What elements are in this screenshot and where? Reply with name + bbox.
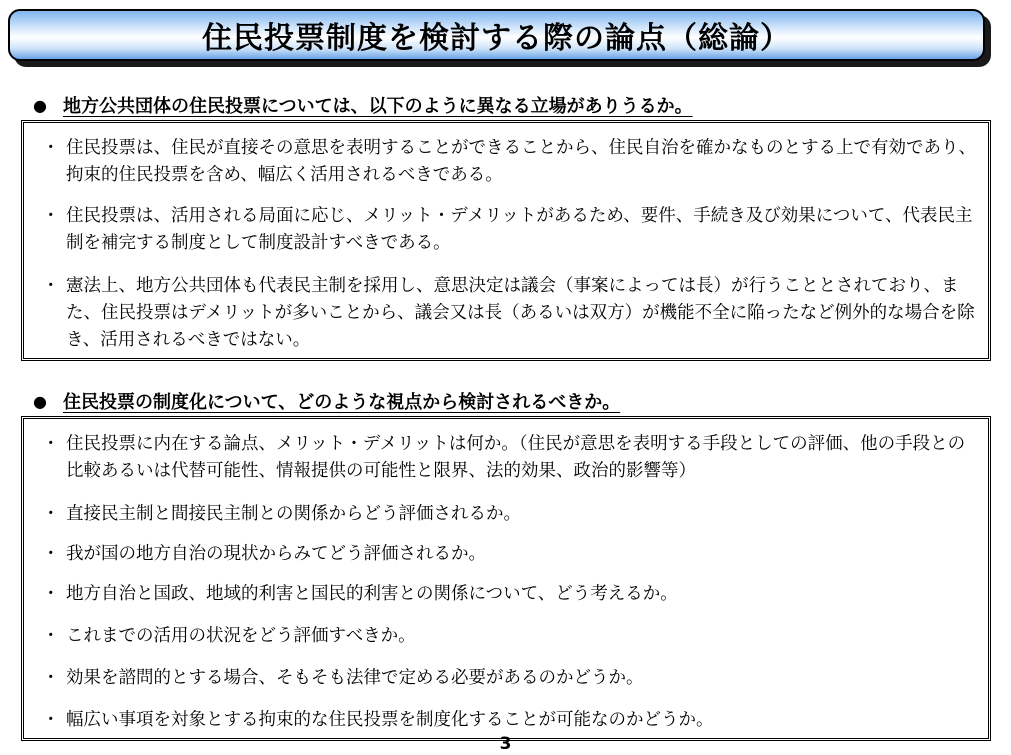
- list-marker: ・: [42, 206, 60, 226]
- section-heading-viewpoints: [33, 388, 620, 414]
- positions-panel: [21, 120, 991, 361]
- list-item: [42, 665, 978, 692]
- list-item-text: これまでの活用の状況をどう評価すべきか。: [66, 626, 416, 646]
- list-item: [42, 431, 978, 485]
- list-item-text: 住民投票は、住民が直接その意思を表明することができることから、住民自治を確かなものとする上で有効であり、拘束的住民投票を含め、幅広く活用されるべきである。: [66, 138, 976, 185]
- list-item: [42, 203, 978, 257]
- list-marker: ・: [42, 710, 60, 730]
- title-banner: [8, 9, 985, 61]
- section-heading-positions: [33, 92, 693, 118]
- list-item-text: 住民投票は、活用される局面に応じ、メリット・デメリットがあるため、要件、手続き及び効果について、代表民主制を補完する制度として制度設計すべきである。: [66, 206, 973, 253]
- heading-bullet-icon: ●: [33, 95, 47, 115]
- list-item-text: 地方自治と国政、地域的利害と国民的利害との関係について、どう考えるか。: [66, 584, 678, 604]
- list-item: [42, 581, 978, 608]
- list-marker: ・: [42, 584, 60, 604]
- list-item: [42, 541, 978, 568]
- list-marker: ・: [42, 544, 60, 564]
- section-heading-text: 住民投票の制度化について、どのような視点から検討されるべきか。: [62, 392, 621, 413]
- list-marker: ・: [42, 626, 60, 646]
- list-marker: ・: [42, 668, 60, 688]
- list-item: [42, 501, 978, 528]
- list-item-text: 幅広い事項を対象とする拘束的な住民投票を制度化することが可能なのかどうか。: [66, 710, 714, 730]
- list-marker: ・: [42, 138, 60, 158]
- list-marker: ・: [42, 434, 60, 454]
- list-item: [42, 135, 978, 189]
- list-item-text: 我が国の地方自治の現状からみてどう評価されるか。: [66, 544, 486, 564]
- section-heading-text: 地方公共団体の住民投票については、以下のように異なる立場がありうるか。: [62, 96, 693, 117]
- list-item-text: 憲法上、地方公共団体も代表民主制を採用し、意思決定は議会（事案によっては長）が行うこととされており、また、住民投票はデメリットが多いことから、議会又は長（あるいは双方）が機能不全に陥ったなど例外的な場合を除き、活用されるべきではない。: [66, 276, 975, 350]
- viewpoints-panel: [21, 416, 991, 741]
- list-marker: ・: [42, 504, 60, 524]
- page-number: 3: [499, 734, 512, 754]
- list-marker: ・: [42, 276, 60, 296]
- list-item: [42, 273, 978, 354]
- list-item-text: 直接民主制と間接民主制との関係からどう評価されるか。: [66, 504, 521, 524]
- heading-bullet-icon: ●: [33, 391, 47, 411]
- list-item: [42, 707, 978, 734]
- list-item-text: 効果を諮問的とする場合、そもそも法律で定める必要があるのかどうか。: [66, 668, 644, 688]
- page-title: 住民投票制度を検討する際の論点（総論）: [202, 21, 791, 56]
- list-item: [42, 623, 978, 650]
- list-item-text: 住民投票に内在する論点、メリット・デメリットは何か。（住民が意思を表明する手段としての評価、他の手段との比較あるいは代替可能性、情報提供の可能性と限界、法的効果、政治的影響等）: [66, 434, 966, 481]
